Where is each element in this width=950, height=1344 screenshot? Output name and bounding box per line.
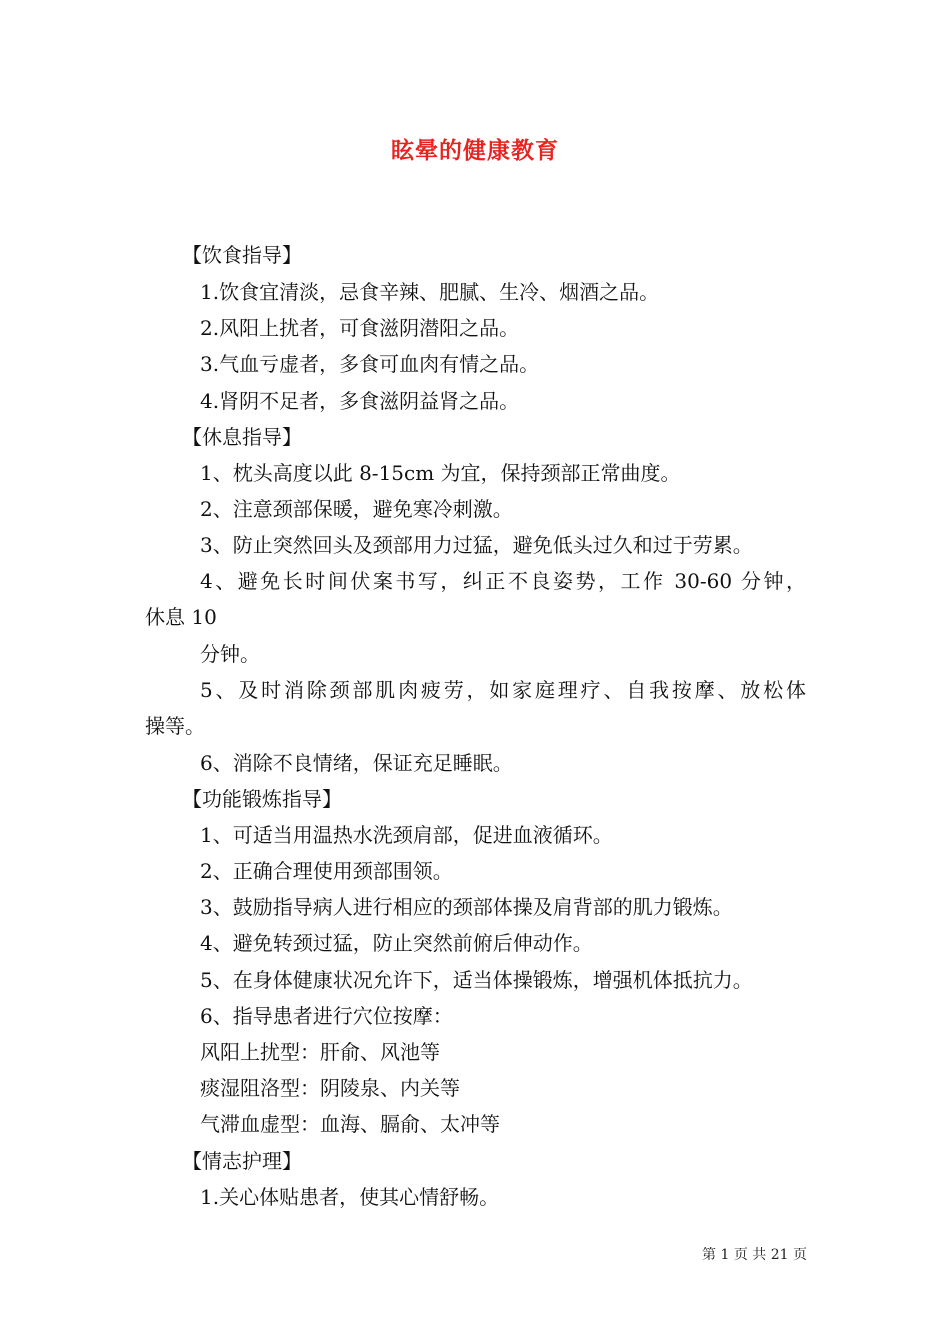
rest-item-4-continued: 休息 10 <box>145 605 217 629</box>
diet-item-2: 2.风阳上扰者，可食滋阴潜阳之品。 <box>200 316 520 340</box>
rest-item-2: 2、注意颈部保暖，避免寒冷刺激。 <box>200 497 513 521</box>
section-heading-rest: 【休息指导】 <box>182 425 302 449</box>
exercise-item-4: 4、避免转颈过猛，防止突然前俯后伸动作。 <box>200 931 593 955</box>
section-heading-exercise: 【功能锻炼指导】 <box>182 787 342 811</box>
acupoint-type-2: 痰湿阻洛型：阴陵泉、内关等 <box>200 1076 460 1100</box>
diet-item-3: 3.气血亏虚者，多食可血肉有情之品。 <box>200 352 540 376</box>
rest-item-1: 1、枕头高度以此 8-15cm 为宜，保持颈部正常曲度。 <box>200 461 681 485</box>
acupoint-type-1: 风阳上扰型：肝俞、风池等 <box>200 1040 440 1064</box>
exercise-item-5: 5、在身体健康状况允许下，适当体操锻炼，增强机体抵抗力。 <box>200 968 753 992</box>
exercise-item-1: 1、可适当用温热水洗颈肩部，促进血液循环。 <box>200 823 613 847</box>
rest-item-5-continued: 操等。 <box>145 714 205 738</box>
emotion-item-1: 1.关心体贴患者，使其心情舒畅。 <box>200 1185 500 1209</box>
diet-item-1: 1.饮食宜清淡，忌食辛辣、肥腻、生冷、烟酒之品。 <box>200 280 660 304</box>
acupoint-type-3: 气滞血虚型：血海、膈俞、太冲等 <box>200 1112 500 1136</box>
section-heading-diet: 【饮食指导】 <box>182 243 302 267</box>
exercise-item-6: 6、指导患者进行穴位按摩： <box>200 1004 453 1028</box>
rest-item-5: 5、及时消除颈部肌肉疲劳，如家庭理疗、自我按摩、放松体 <box>200 678 806 702</box>
exercise-item-3: 3、鼓励指导病人进行相应的颈部体操及肩背部的肌力锻炼。 <box>200 895 733 919</box>
section-heading-emotion: 【情志护理】 <box>182 1149 302 1173</box>
rest-item-4-end: 分钟。 <box>200 642 260 666</box>
diet-item-4: 4.肾阴不足者，多食滋阴益肾之品。 <box>200 389 520 413</box>
rest-item-4: 4、避免长时间伏案书写，纠正不良姿势，工作 30-60 分钟， <box>200 569 806 593</box>
page-footer: 第 1 页 共 21 页 <box>702 1247 807 1263</box>
rest-item-3: 3、防止突然回头及颈部用力过猛，避免低头过久和过于劳累。 <box>200 533 753 557</box>
rest-item-6: 6、消除不良情绪，保证充足睡眠。 <box>200 751 513 775</box>
page-title: 眩晕的健康教育 <box>391 137 559 164</box>
exercise-item-2: 2、正确合理使用颈部围领。 <box>200 859 453 883</box>
